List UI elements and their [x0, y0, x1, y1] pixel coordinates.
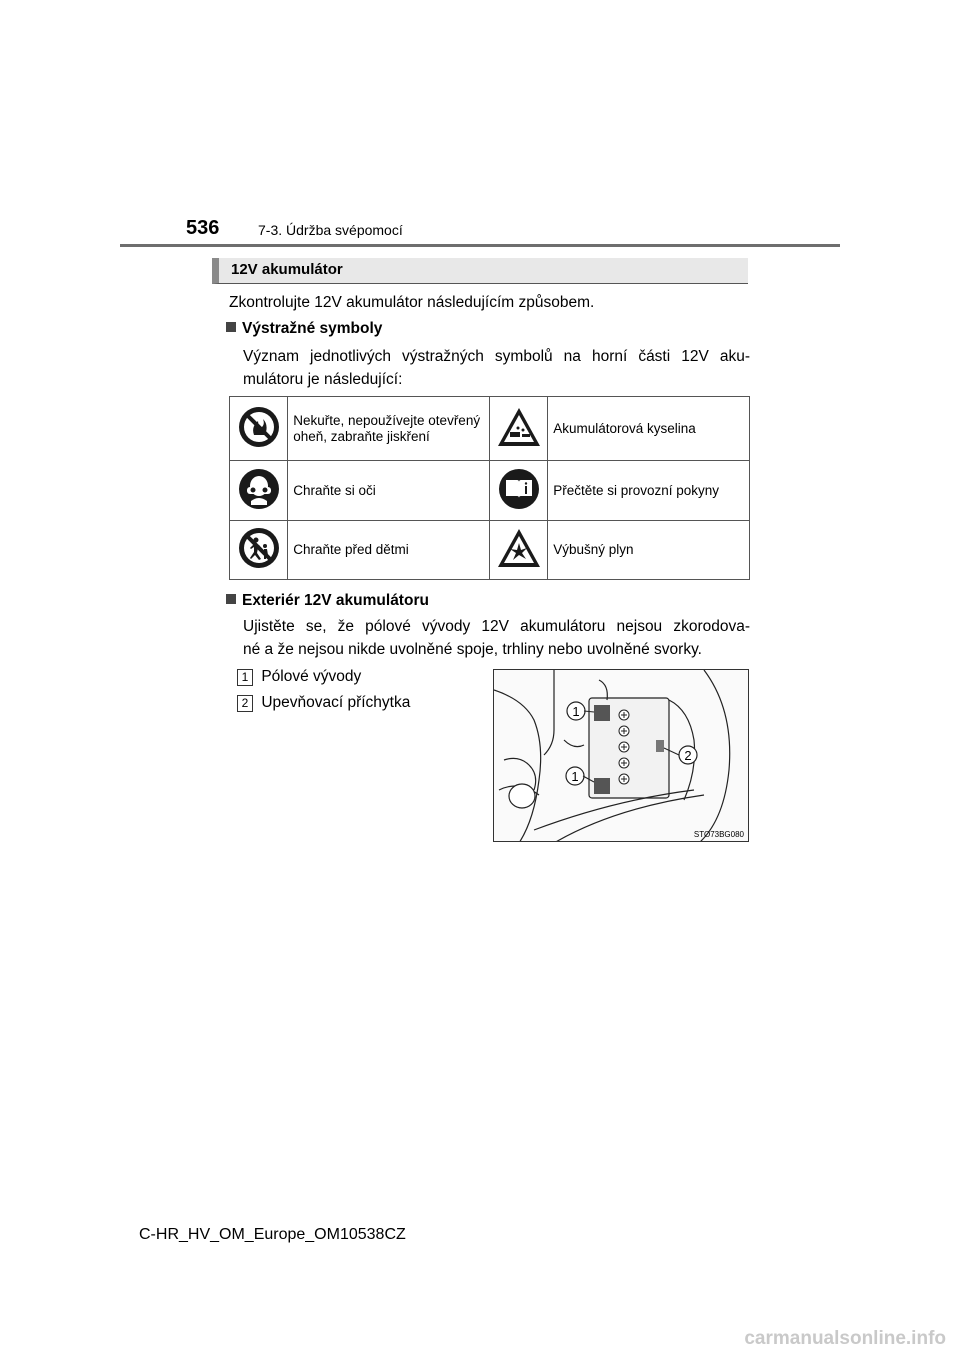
image-code: STO73BG080 [693, 830, 744, 839]
symbol-label: Přečtěte si provozní pokyny [548, 461, 750, 521]
section-title: 12V akumulátor [231, 261, 343, 278]
symbol-label: Výbušný plyn [548, 521, 750, 580]
warning-symbols-table [229, 396, 750, 580]
warning-symbols-description-line2: mulátoru je následující: [243, 371, 403, 388]
exterior-text-line2: né a že nejsou nikde uvolněné spoje, trhliny nebo uvolněné svorky. [243, 641, 702, 658]
exterior-text-line1: Ujistěte se, že pólové vývody 12V akumulátoru nejsou zkorodova- [243, 618, 750, 635]
intro-text: Zkontrolujte 12V akumulátor následujícím způsobem. [229, 294, 595, 311]
acid-warning-icon [489, 397, 547, 461]
warning-symbols-description-line1: Význam jednotlivých výstražných symbolů na horní části 12V aku- [243, 348, 750, 365]
page-number: 536 [186, 217, 220, 239]
callout-number: 2 [237, 695, 253, 712]
table-row [230, 397, 750, 461]
exterior-heading: Exteriér 12V akumulátoru [226, 589, 429, 612]
header-rule [120, 244, 840, 247]
no-fire-icon [230, 397, 288, 461]
battery-illustration [493, 669, 749, 842]
eye-protection-icon [230, 461, 288, 521]
callout-2: 2 [684, 748, 692, 763]
warning-symbols-heading: Výstražné symboly [226, 317, 382, 340]
callout-1-lower: 1 [571, 769, 579, 784]
table-row [230, 521, 750, 580]
symbol-label: Akumulátorová kyselina [548, 397, 750, 461]
watermark: carmanualsonline.info [744, 1328, 946, 1349]
keep-children-away-icon [230, 521, 288, 580]
list-item: 1 Pólové vývody [237, 665, 361, 688]
callout-1-upper: 1 [572, 704, 580, 719]
footer-code: C-HR_HV_OM_Europe_OM10538CZ [139, 1226, 406, 1243]
read-manual-icon [489, 461, 547, 521]
symbol-label: Chraňte před dětmi [288, 521, 490, 580]
chapter-title: 7-3. Údržba svépomocí [258, 222, 403, 238]
list-item: 2 Upevňovací příchytka [237, 691, 410, 714]
explosive-gas-icon [489, 521, 547, 580]
symbol-label: Chraňte si oči [288, 461, 490, 521]
bullet-square-icon [226, 322, 236, 332]
callout-number: 1 [237, 669, 253, 686]
table-row [230, 461, 750, 521]
symbol-label: Nekuřte, nepoužívejte otevřený oheň, zabraňte jiskření [288, 397, 490, 461]
bullet-square-icon [226, 594, 236, 604]
section-heading-bar [212, 258, 748, 284]
